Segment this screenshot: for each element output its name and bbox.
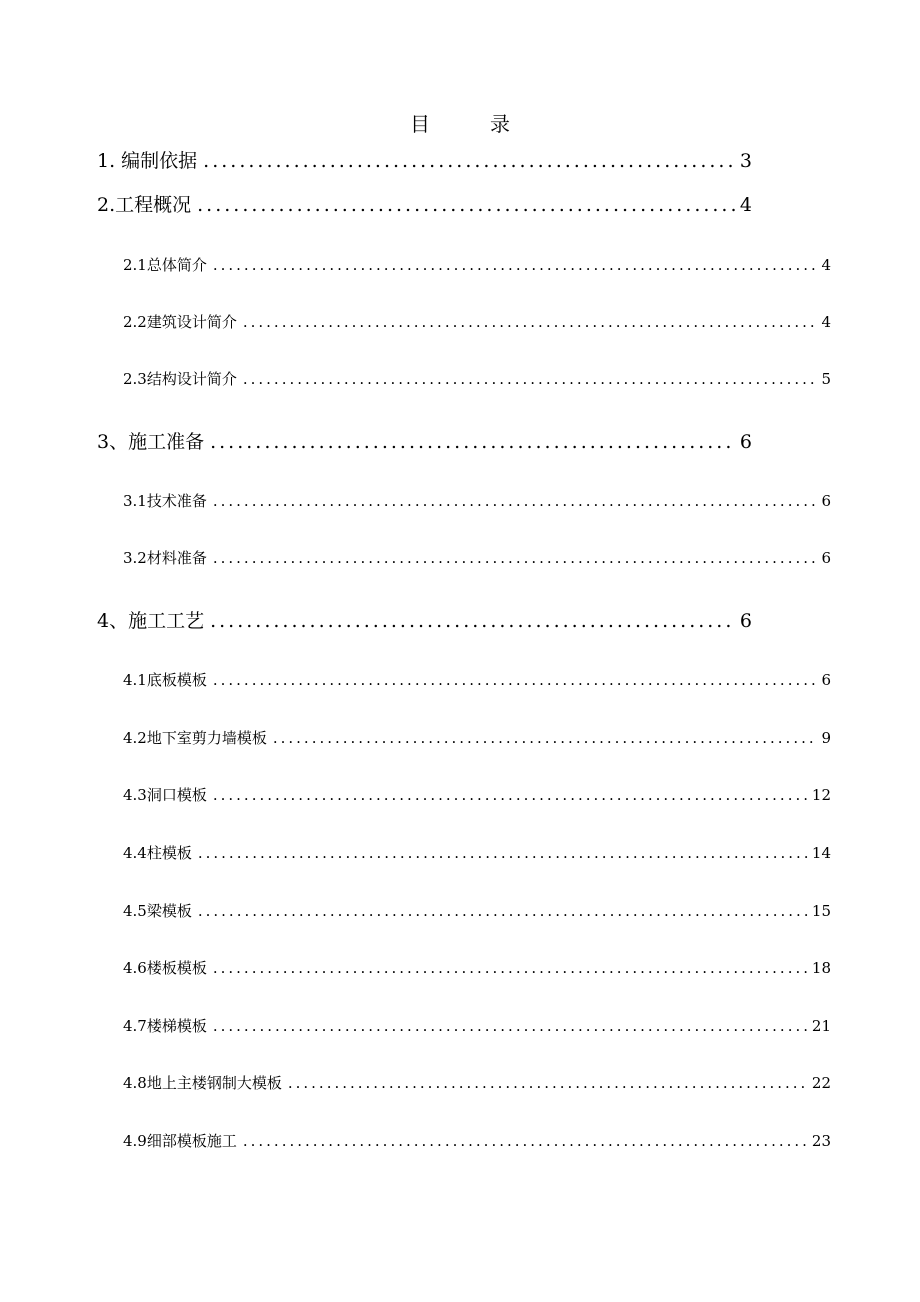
toc-dot-leader xyxy=(213,959,808,977)
toc-entry[interactable] xyxy=(97,427,752,454)
toc-entry[interactable] xyxy=(123,669,831,690)
toc-entry[interactable] xyxy=(123,1130,831,1151)
toc-entry-label: 4.6楼板模板 xyxy=(123,959,207,977)
toc-dot-leader xyxy=(213,492,818,510)
toc-entry-page: 18 xyxy=(811,959,831,977)
toc-entry-page: 6 xyxy=(821,671,831,689)
toc-entry-label: 3.2材料准备 xyxy=(123,549,207,567)
toc-entry-label: 4.2地下室剪力墙模板 xyxy=(123,729,267,747)
toc-entry[interactable] xyxy=(123,547,831,568)
toc-entry[interactable] xyxy=(123,490,831,511)
toc-entry-page: 9 xyxy=(821,729,831,747)
toc-entry-page: 3 xyxy=(739,150,752,172)
toc-dot-leader xyxy=(210,610,736,632)
toc-entry-page: 22 xyxy=(811,1074,831,1092)
toc-dot-leader xyxy=(213,549,818,567)
toc-entry-label: 4、施工工艺 xyxy=(97,610,205,632)
toc-entry-label: 3、施工准备 xyxy=(97,431,205,453)
toc-entry[interactable] xyxy=(123,842,831,863)
toc-entry-label: 4.3洞口模板 xyxy=(123,786,207,804)
toc-entry[interactable] xyxy=(97,190,752,217)
toc-entry[interactable] xyxy=(97,606,752,633)
toc-entry[interactable] xyxy=(123,1015,831,1036)
toc-entry[interactable] xyxy=(123,957,831,978)
toc-entry[interactable] xyxy=(123,784,831,805)
toc-entry-page: 21 xyxy=(811,1017,831,1035)
toc-entry-label: 4.5梁模板 xyxy=(123,902,192,920)
toc-dot-leader xyxy=(203,150,736,172)
toc-entry[interactable] xyxy=(123,727,831,748)
toc-dot-leader xyxy=(243,370,818,388)
toc-entry-page: 6 xyxy=(821,492,831,510)
toc-dot-leader xyxy=(198,902,808,920)
toc-entry-page: 23 xyxy=(811,1132,831,1150)
toc-entry[interactable] xyxy=(123,311,831,332)
toc-dot-leader xyxy=(243,313,818,331)
toc-entry-label: 2.1总体简介 xyxy=(123,256,207,274)
toc-entry-label: 4.9细部模板施工 xyxy=(123,1132,237,1150)
toc-entry-label: 1. 编制依据 xyxy=(97,150,198,172)
toc-entry-page: 4 xyxy=(739,194,752,216)
toc-dot-leader xyxy=(288,1074,808,1092)
toc-entry[interactable] xyxy=(123,254,831,275)
toc-entry-label: 2.2建筑设计简介 xyxy=(123,313,237,331)
toc-entry-page: 5 xyxy=(821,370,831,388)
toc-entry-page: 6 xyxy=(821,549,831,567)
toc-dot-leader xyxy=(213,256,818,274)
toc-title: 目 录 xyxy=(410,112,530,136)
toc-dot-leader xyxy=(213,786,808,804)
toc-entry-label: 4.7楼梯模板 xyxy=(123,1017,207,1035)
toc-entry[interactable] xyxy=(123,900,831,921)
toc-entry[interactable] xyxy=(97,146,752,173)
toc-entry-page: 4 xyxy=(821,313,831,331)
toc-dot-leader xyxy=(210,431,736,453)
toc-entry-page: 4 xyxy=(821,256,831,274)
toc-entry[interactable] xyxy=(123,1072,831,1093)
toc-entry-label: 4.4柱模板 xyxy=(123,844,192,862)
toc-dot-leader xyxy=(213,671,818,689)
toc-entry-label: 3.1技术准备 xyxy=(123,492,207,510)
toc-entry-label: 4.1底板模板 xyxy=(123,671,207,689)
toc-dot-leader xyxy=(197,194,736,216)
toc-entry[interactable] xyxy=(123,368,831,389)
toc-dot-leader xyxy=(213,1017,808,1035)
toc-entry-page: 12 xyxy=(811,786,831,804)
toc-entry-label: 2.工程概况 xyxy=(97,194,192,216)
toc-dot-leader xyxy=(198,844,808,862)
toc-entry-page: 15 xyxy=(811,902,831,920)
toc-entry-page: 6 xyxy=(739,431,752,453)
toc-dot-leader xyxy=(243,1132,808,1150)
toc-entry-label: 4.8地上主楼钢制大模板 xyxy=(123,1074,282,1092)
toc-dot-leader xyxy=(273,729,818,747)
toc-entry-page: 14 xyxy=(811,844,831,862)
toc-entry-page: 6 xyxy=(739,610,752,632)
toc-entry-label: 2.3结构设计简介 xyxy=(123,370,237,388)
